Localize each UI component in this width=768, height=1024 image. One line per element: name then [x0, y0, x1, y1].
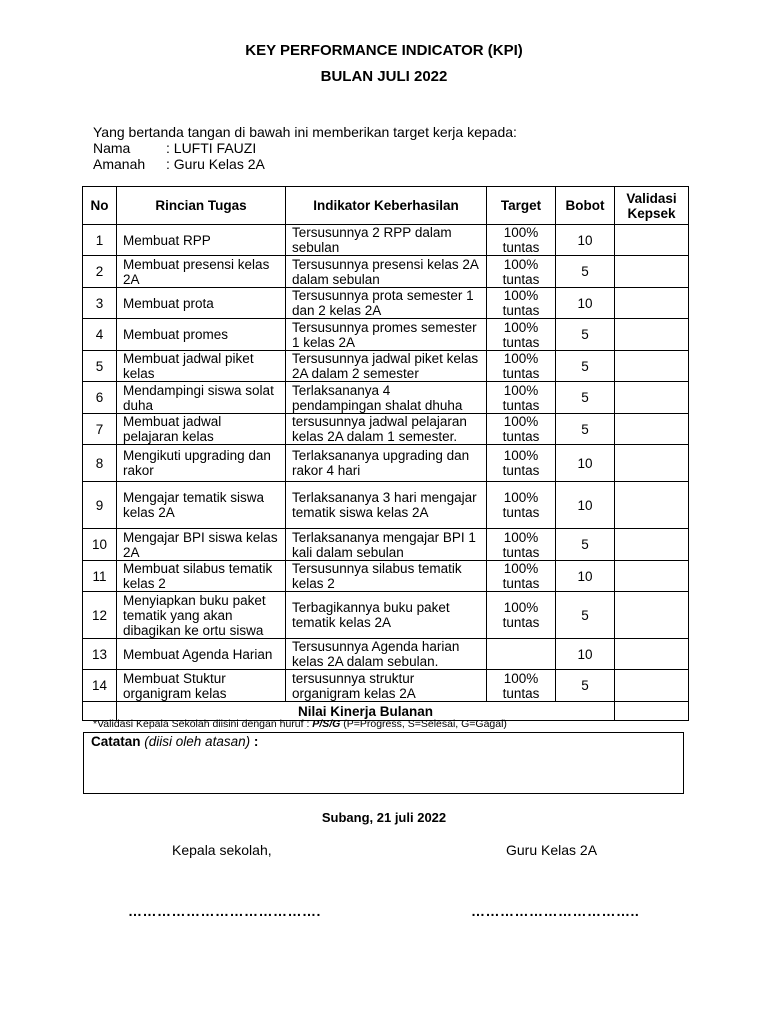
cell-task: Menyiapkan buku paket tematik yang akan dibagikan ke ortu siswa: [117, 592, 286, 639]
cell-validation[interactable]: [615, 256, 689, 288]
cell-indicator: Tersusunnya silabus tematik kelas 2: [286, 561, 487, 592]
cell-weight: 5: [556, 382, 615, 414]
notes-hint: (diisi oleh atasan): [144, 734, 251, 749]
cell-target: 100% tuntas: [487, 319, 556, 351]
cell-target: 100% tuntas: [487, 529, 556, 561]
cell-task: Membuat presensi kelas 2A: [117, 256, 286, 288]
cell-target: 100% tuntas: [487, 482, 556, 529]
cell-validation[interactable]: [615, 670, 689, 702]
cell-weight: 5: [556, 592, 615, 639]
cell-weight: 5: [556, 351, 615, 382]
cell-target: 100% tuntas: [487, 445, 556, 482]
cell-indicator: Tersusunnya Agenda harian kelas 2A dalam sebulan.: [286, 639, 487, 670]
cell-task: Mendampingi siswa solat duha: [117, 382, 286, 414]
footer-value-cell[interactable]: [615, 702, 689, 721]
cell-target: 100% tuntas: [487, 351, 556, 382]
cell-no: 10: [83, 529, 117, 561]
cell-validation[interactable]: [615, 288, 689, 319]
cell-indicator: Tersusunnya 2 RPP dalam sebulan: [286, 225, 487, 256]
cell-validation[interactable]: [615, 225, 689, 256]
name-row: [93, 140, 517, 156]
principal-signature-line: ………………………………….: [128, 903, 321, 919]
footnote-post: (P=Progress, S=Selesai, G=Gagal): [340, 718, 507, 730]
cell-validation[interactable]: [615, 414, 689, 445]
cell-task: Membuat silabus tematik kelas 2: [117, 561, 286, 592]
cell-task: Membuat promes: [117, 319, 286, 351]
cell-no: 11: [83, 561, 117, 592]
table-row: [83, 529, 689, 561]
cell-indicator: Tersusunnya jadwal piket kelas 2A dalam 2 semester: [286, 351, 487, 382]
table-row: [83, 445, 689, 482]
intro-block: [93, 124, 517, 172]
cell-weight: 10: [556, 561, 615, 592]
cell-task: Membuat jadwal piket kelas: [117, 351, 286, 382]
header-indicator: Indikator Keberhasilan: [286, 187, 487, 225]
cell-weight: 10: [556, 225, 615, 256]
cell-indicator: Terlaksananya 4 pendampingan shalat dhuha: [286, 382, 487, 414]
role-value: : Guru Kelas 2A: [166, 156, 265, 172]
table-body: [83, 225, 689, 721]
cell-no: 12: [83, 592, 117, 639]
validation-footnote: [93, 718, 507, 730]
cell-validation[interactable]: [615, 319, 689, 351]
cell-validation[interactable]: [615, 445, 689, 482]
cell-validation[interactable]: [615, 592, 689, 639]
cell-indicator: Terlaksananya mengajar BPI 1 kali dalam sebulan: [286, 529, 487, 561]
cell-validation[interactable]: [615, 561, 689, 592]
table-row: [83, 288, 689, 319]
cell-no: 1: [83, 225, 117, 256]
table-row: [83, 256, 689, 288]
cell-weight: 5: [556, 529, 615, 561]
cell-task: Mengajar BPI siswa kelas 2A: [117, 529, 286, 561]
header-validation: Validasi Kepsek: [615, 187, 689, 225]
cell-no: 8: [83, 445, 117, 482]
table-row: [83, 414, 689, 445]
table-row: [83, 319, 689, 351]
footer-label: Nilai Kinerja Bulanan: [117, 702, 615, 721]
principal-role: Kepala sekolah,: [172, 842, 272, 858]
cell-no: 13: [83, 639, 117, 670]
cell-target: [487, 639, 556, 670]
cell-target: 100% tuntas: [487, 670, 556, 702]
cell-weight: 10: [556, 482, 615, 529]
teacher-signature-line: ……………………………..: [471, 903, 640, 919]
header-target: Target: [487, 187, 556, 225]
table-row: [83, 639, 689, 670]
table-header-row: [83, 187, 689, 225]
cell-no: 3: [83, 288, 117, 319]
table-row: [83, 482, 689, 529]
header-task: Rincian Tugas: [117, 187, 286, 225]
cell-indicator: Terlaksananya 3 hari mengajar tematik siswa kelas 2A: [286, 482, 487, 529]
cell-validation[interactable]: [615, 529, 689, 561]
cell-no: 4: [83, 319, 117, 351]
cell-validation[interactable]: [615, 351, 689, 382]
table-row: [83, 670, 689, 702]
cell-target: 100% tuntas: [487, 561, 556, 592]
document-title: KEY PERFORMANCE INDICATOR (KPI): [245, 42, 523, 59]
table-row: [83, 225, 689, 256]
table-row: [83, 351, 689, 382]
cell-weight: 5: [556, 319, 615, 351]
cell-weight: 10: [556, 639, 615, 670]
intro-text: Yang bertanda tangan di bawah ini memberikan target kerja kepada:: [93, 124, 517, 140]
cell-indicator: tersusunnya jadwal pelajaran kelas 2A dalam 1 semester.: [286, 414, 487, 445]
cell-target: 100% tuntas: [487, 256, 556, 288]
cell-target: 100% tuntas: [487, 592, 556, 639]
notes-label: Catatan: [91, 734, 141, 749]
cell-task: Mengikuti upgrading dan rakor: [117, 445, 286, 482]
cell-weight: 5: [556, 256, 615, 288]
cell-indicator: tersusunnya struktur organigram kelas 2A: [286, 670, 487, 702]
cell-weight: 10: [556, 445, 615, 482]
cell-indicator: Tersusunnya prota semester 1 dan 2 kelas 2A: [286, 288, 487, 319]
cell-no: 14: [83, 670, 117, 702]
cell-target: 100% tuntas: [487, 288, 556, 319]
cell-indicator: Tersusunnya presensi kelas 2A dalam sebulan: [286, 256, 487, 288]
header-no: No: [83, 187, 117, 225]
cell-target: 100% tuntas: [487, 225, 556, 256]
cell-indicator: Terlaksananya upgrading dan rakor 4 hari: [286, 445, 487, 482]
cell-weight: 5: [556, 414, 615, 445]
cell-no: 6: [83, 382, 117, 414]
cell-task: Membuat RPP: [117, 225, 286, 256]
table-row: [83, 382, 689, 414]
cell-no: 2: [83, 256, 117, 288]
cell-weight: 5: [556, 670, 615, 702]
cell-target: 100% tuntas: [487, 382, 556, 414]
notes-box[interactable]: [83, 732, 684, 794]
cell-task: Membuat jadwal pelajaran kelas: [117, 414, 286, 445]
cell-validation[interactable]: [615, 382, 689, 414]
teacher-role: Guru Kelas 2A: [506, 842, 598, 858]
footnote-codes: P/S/G: [312, 718, 341, 730]
header-weight: Bobot: [556, 187, 615, 225]
cell-task: Membuat Stuktur organigram kelas: [117, 670, 286, 702]
role-row: [93, 156, 517, 172]
footnote-pre: *Validasi Kepala Sekolah diisini dengan huruf :: [93, 718, 313, 730]
place-date: Subang, 21 juli 2022: [321, 810, 447, 825]
name-label: Nama: [93, 140, 131, 156]
cell-no: 5: [83, 351, 117, 382]
cell-task: Membuat Agenda Harian: [117, 639, 286, 670]
cell-no: 7: [83, 414, 117, 445]
kpi-table: [82, 186, 689, 721]
table-row: [83, 592, 689, 639]
name-value: : LUFTI FAUZI: [166, 140, 257, 156]
cell-validation[interactable]: [615, 639, 689, 670]
document-subtitle: BULAN JULI 2022: [320, 68, 448, 85]
cell-validation[interactable]: [615, 482, 689, 529]
notes-colon: :: [253, 734, 259, 749]
cell-target: 100% tuntas: [487, 414, 556, 445]
cell-indicator: Tersusunnya promes semester 1 kelas 2A: [286, 319, 487, 351]
cell-no: 9: [83, 482, 117, 529]
cell-task: Membuat prota: [117, 288, 286, 319]
role-label: Amanah: [93, 156, 146, 172]
table-row: [83, 561, 689, 592]
cell-task: Mengajar tematik siswa kelas 2A: [117, 482, 286, 529]
cell-weight: 10: [556, 288, 615, 319]
cell-indicator: Terbagikannya buku paket tematik kelas 2A: [286, 592, 487, 639]
